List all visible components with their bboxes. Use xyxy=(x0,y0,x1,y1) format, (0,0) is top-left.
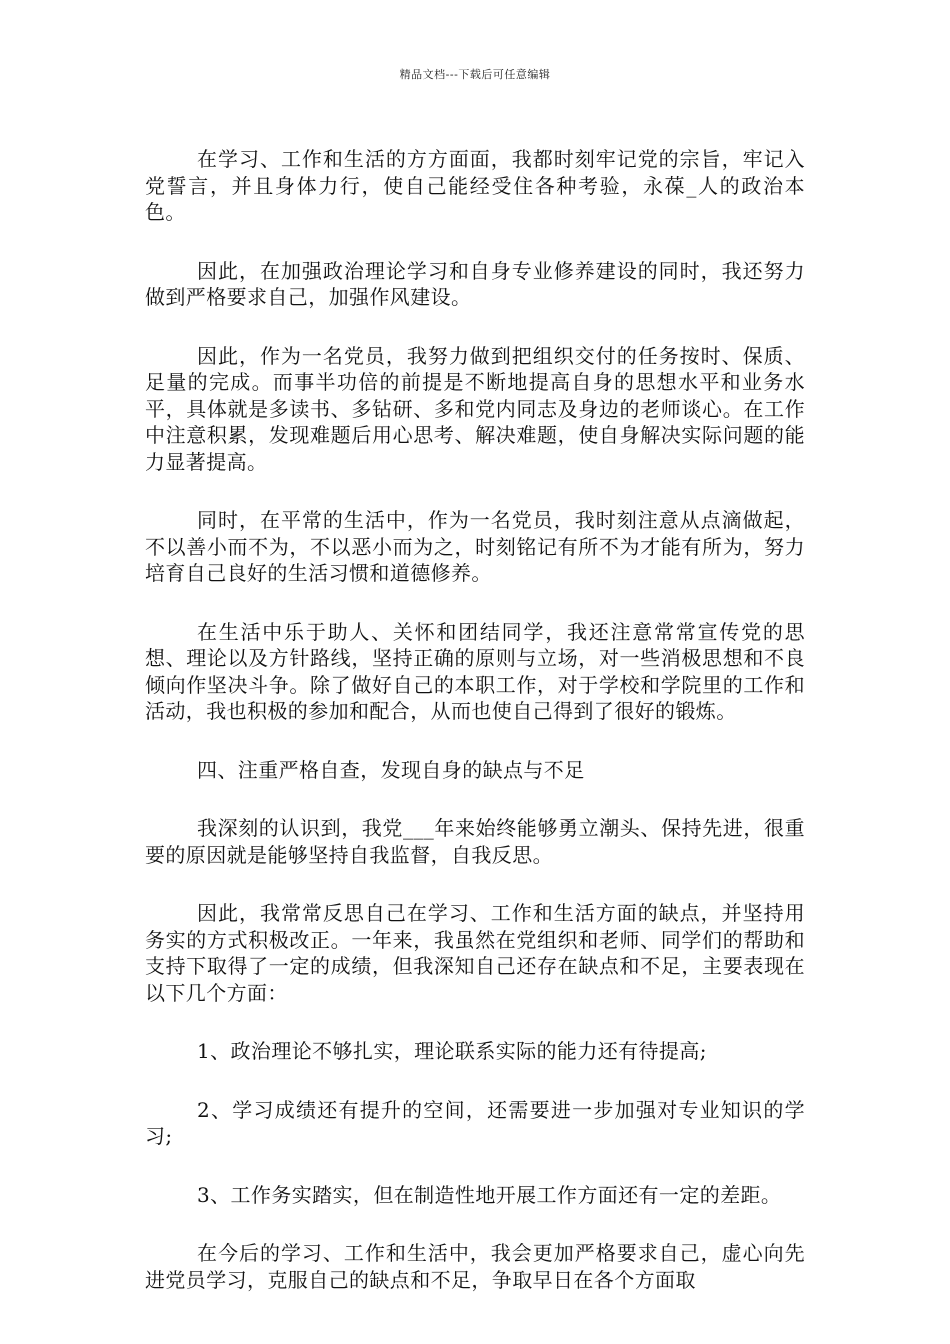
paragraph: 在今后的学习、工作和生活中，我会更加严格要求自己，虚心向先进党员学习，克服自己的缺点和不足，争取早日在各个方面取 xyxy=(145,1241,805,1292)
section-heading: 四、注重严格自查，发现自身的缺点与不足 xyxy=(197,757,585,782)
paragraph: 因此，我常常反思自己在学习、工作和生活方面的缺点，并坚持用务实的方式积极改正。一年来，我虽然在党组织和老师、同学们的帮助和支持下取得了一定的成绩，但我深知自己还存在缺点和不足，主要表现在以下几个方面： xyxy=(145,901,805,1005)
list-item: 1、政治理论不够扎实，理论联系实际的能力还有待提高; xyxy=(197,1039,707,1063)
paragraph: 同时，在平常的生活中，作为一名党员，我时刻注意从点滴做起，不以善小而不为，不以恶小而为之，时刻铭记有所不为才能有所为，努力培育自己良好的生活习惯和道德修养。 xyxy=(145,508,805,585)
document-body xyxy=(145,146,805,1325)
paragraph: 在学习、工作和生活的方方面面，我都时刻牢记党的宗旨，牢记入党誓言，并且身体力行，使自己能经受住各种考验，永葆_人的政治本色。 xyxy=(145,147,805,224)
paragraph: 因此，在加强政治理论学习和自身专业修养建设的同时，我还努力做到严格要求自己，加强作风建设。 xyxy=(145,258,805,309)
paragraph: 我深刻的认识到，我党___年来始终能够勇立潮头、保持先进，很重要的原因就是能够坚持自我监督，自我反思。 xyxy=(145,816,805,867)
list-item: 2、学习成绩还有提升的空间，还需要进一步加强对专业知识的学习; xyxy=(145,1097,805,1148)
list-item: 3、工作务实踏实，但在制造性地开展工作方面还有一定的差距。 xyxy=(197,1182,782,1207)
paragraph: 因此，作为一名党员，我努力做到把组织交付的任务按时、保质、足量的完成。而事半功倍的前提是不断地提高自身的思想水平和业务水平，具体就是多读书、多钻研、多和党内同志及身边的老师谈心。在工作中注意积累，发现难题后用心思考、解决难题，使自身解决实际问题的能力显著提高。 xyxy=(145,343,805,474)
page-header: 精品文档---下载后可任意编辑 xyxy=(399,68,551,81)
paragraph: 在生活中乐于助人、关怀和团结同学，我还注意常常宣传党的思想、理论以及方针路线，坚持正确的原则与立场，对一些消极思想和不良倾向作坚决斗争。除了做好自己的本职工作，对于学校和学院里的工作和活动，我也积极的参加和配合，从而也使自己得到了很好的锻炼。 xyxy=(145,619,805,723)
